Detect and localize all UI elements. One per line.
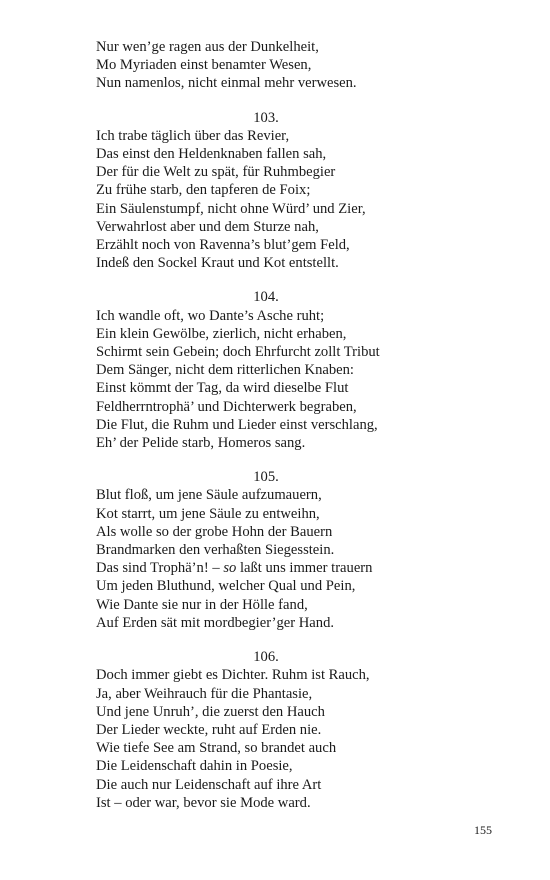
verse-line: Ich trabe täglich über das Revier, <box>96 127 290 144</box>
verse-line: Feldherrntrophä’ und Dichterwerk begraben, <box>96 398 357 415</box>
stanza-number: 103. <box>253 109 279 126</box>
verse-line: Nur wen’ge ragen aus der Dunkelheit, <box>96 39 319 55</box>
verse-line: Brandmarken den verhaßten Siegesstein. <box>96 542 335 559</box>
verse-line: Ein klein Gewölbe, zierlich, nicht erhaben, <box>96 325 347 342</box>
verse-line: Erzählt noch von Ravenna’s blut’gem Feld, <box>96 237 350 254</box>
verse-line: Und jene Unruh’, die zuerst den Hauch <box>96 703 325 720</box>
verse-line <box>96 559 496 577</box>
verse-line: Doch immer giebt es Dichter. Ruhm ist Rauch, <box>96 667 370 684</box>
poem-text <box>96 38 496 812</box>
verse-line: Die auch nur Leidenschaft auf ihre Art <box>96 776 322 793</box>
stanza-104 <box>96 288 496 452</box>
verse-line: Auf Erden sät mit mordbegier’ger Hand. <box>96 614 335 631</box>
stanza-105 <box>96 468 496 632</box>
verse-line: Blut floß, um jene Säule aufzumauern, <box>96 487 322 504</box>
verse-line: Verwahrlost aber und dem Sturze nah, <box>96 218 319 235</box>
verse-line: Der für die Welt zu spät, für Ruhmbegier <box>96 164 336 181</box>
verse-line: Die Flut, die Ruhm und Lieder einst verschlang, <box>96 416 378 433</box>
verse-line: Die Leidenschaft dahin in Poesie, <box>96 758 293 775</box>
verse-line: Das einst den Heldenknaben fallen sah, <box>96 146 327 163</box>
stanza-number: 105. <box>253 469 279 486</box>
italic-emphasis: so <box>223 560 237 577</box>
verse-line: Indeß den Sockel Kraut und Kot entstellt. <box>96 255 339 272</box>
verse-line: Als wolle so der grobe Hohn der Bauern <box>96 523 333 540</box>
verse-line: Nun namenlos, nicht einmal mehr verwesen. <box>96 75 357 92</box>
verse-line: Wie tiefe See am Strand, so brandet auch <box>96 740 337 757</box>
verse-line: Schirmt sein Gebein; doch Ehrfurcht zollt Tribut <box>96 344 380 361</box>
verse-line: Zu frühe starb, den tapferen de Foix; <box>96 182 311 199</box>
verse-line-start: Das sind Trophä’n! – <box>96 560 220 577</box>
verse-line: Ja, aber Weihrauch für die Phantasie, <box>96 685 313 702</box>
verse-line: Der Lieder weckte, ruht auf Erden nie. <box>96 721 322 738</box>
verse-line: Ist – oder war, bevor sie Mode ward. <box>96 794 311 811</box>
verse-line: Ich wandle oft, wo Dante’s Asche ruht; <box>96 307 325 324</box>
verse-line: Einst kömmt der Tag, da wird dieselbe Flut <box>96 380 349 397</box>
verse-line: Kot starrt, um jene Säule zu entweihn, <box>96 505 320 522</box>
verse-line: Mo Myriaden einst benamter Wesen, <box>96 57 312 74</box>
verse-line-end: laßt uns immer trauern <box>236 560 373 577</box>
stanza-number: 106. <box>253 649 279 666</box>
verse-line: Dem Sänger, nicht dem ritterlichen Knaben: <box>96 362 354 379</box>
verse-line: Wie Dante sie nur in der Hölle fand, <box>96 596 308 613</box>
stanza-106 <box>96 648 496 812</box>
verse-line: Ein Säulenstumpf, nicht ohne Würd’ und Zier, <box>96 200 366 217</box>
page-number: 155 <box>474 823 492 837</box>
verse-line: Um jeden Bluthund, welcher Qual und Pein, <box>96 578 356 595</box>
verse-line: Eh’ der Pelide starb, Homeros sang. <box>96 435 306 452</box>
stanza-103 <box>96 109 496 273</box>
intro-stanza <box>96 38 496 93</box>
stanza-number: 104. <box>253 289 279 306</box>
